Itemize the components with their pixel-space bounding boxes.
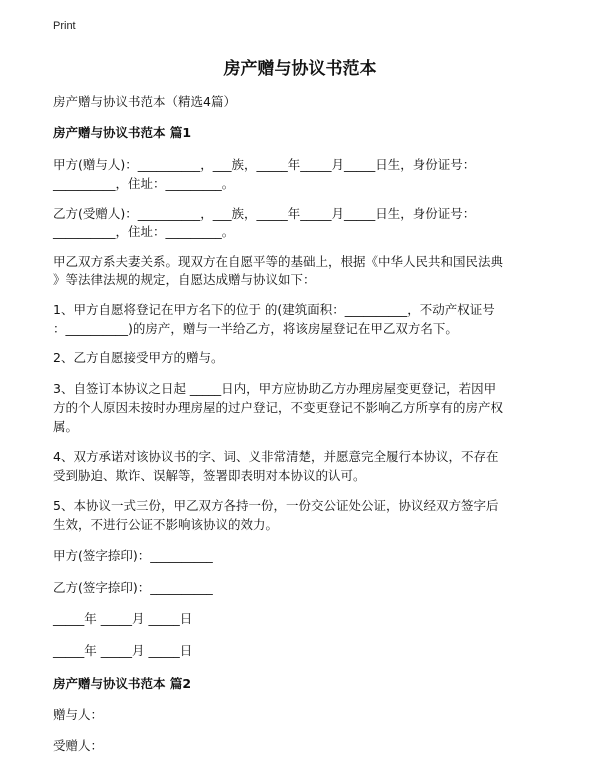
print-link[interactable]: Print — [53, 20, 76, 32]
party-a-line2: __________，住址：_________。 — [53, 176, 235, 191]
clause5-line2: 生效，不进行公证不影响该协议的效力。 — [53, 517, 279, 532]
party-b-line1: 乙方(受赠人)：__________，___族，_____年_____月_____日生，身份证号： — [53, 206, 476, 221]
signature-party-a: 甲方(签字捺印)：__________ — [53, 548, 213, 563]
intro-line2: 》等法律法规的规定，自愿达成赠与协议如下： — [53, 272, 316, 287]
clause3-line3: 属。 — [53, 419, 79, 434]
donor-label: 赠与人： — [53, 707, 104, 722]
clause2: 2、乙方自愿接受甲方的赠与。 — [53, 350, 224, 365]
document-subtitle: 房产赠与协议书范本（精选4篇） — [53, 94, 236, 109]
signature-party-b: 乙方(签字捺印)：__________ — [53, 580, 213, 595]
document-title: 房产赠与协议书范本 — [223, 59, 377, 79]
section1-heading: 房产赠与协议书范本 篇1 — [53, 125, 192, 140]
clause4-line1: 4、双方承诺对该协议书的字、词、义非常清楚，并愿意完全履行本协议，不存在 — [53, 449, 499, 464]
donee-label: 受赠人： — [53, 738, 104, 753]
party-b-line2: __________，住址：_________。 — [53, 224, 235, 239]
clause1-line2: ：__________)的房产，赠与一半给乙方，将该房屋登记在甲乙双方名下。 — [53, 321, 458, 336]
clause1-line1: 1、甲方自愿将登记在甲方名下的位于 的(建筑面积：__________，不动产权证号 — [53, 302, 495, 317]
intro-line1: 甲乙双方系夫妻关系。现双方在自愿平等的基础上，根据《中华人民共和国民法典 — [53, 254, 504, 269]
section2-heading: 房产赠与协议书范本 篇2 — [53, 676, 192, 691]
clause3-line1: 3、自签订本协议之日起 _____日内，甲方应协助乙方办理房屋变更登记，若因甲 — [53, 381, 497, 396]
date-line-1: _____年 _____月 _____日 — [53, 611, 193, 626]
clause5-line1: 5、本协议一式三份，甲乙双方各持一份，一份交公证处公证，协议经双方签字后 — [53, 498, 499, 513]
party-a-line1: 甲方(赠与人)：__________，___族，_____年_____月_____日生，身份证号： — [53, 157, 476, 172]
clause3-line2: 方的个人原因未按时办理房屋的过户登记，不变更登记不影响乙方所享有的房产权 — [53, 400, 504, 415]
date-line-2: _____年 _____月 _____日 — [53, 643, 193, 658]
clause4-line2: 受到胁迫、欺诈、误解等，签署即表明对本协议的认可。 — [53, 468, 366, 483]
